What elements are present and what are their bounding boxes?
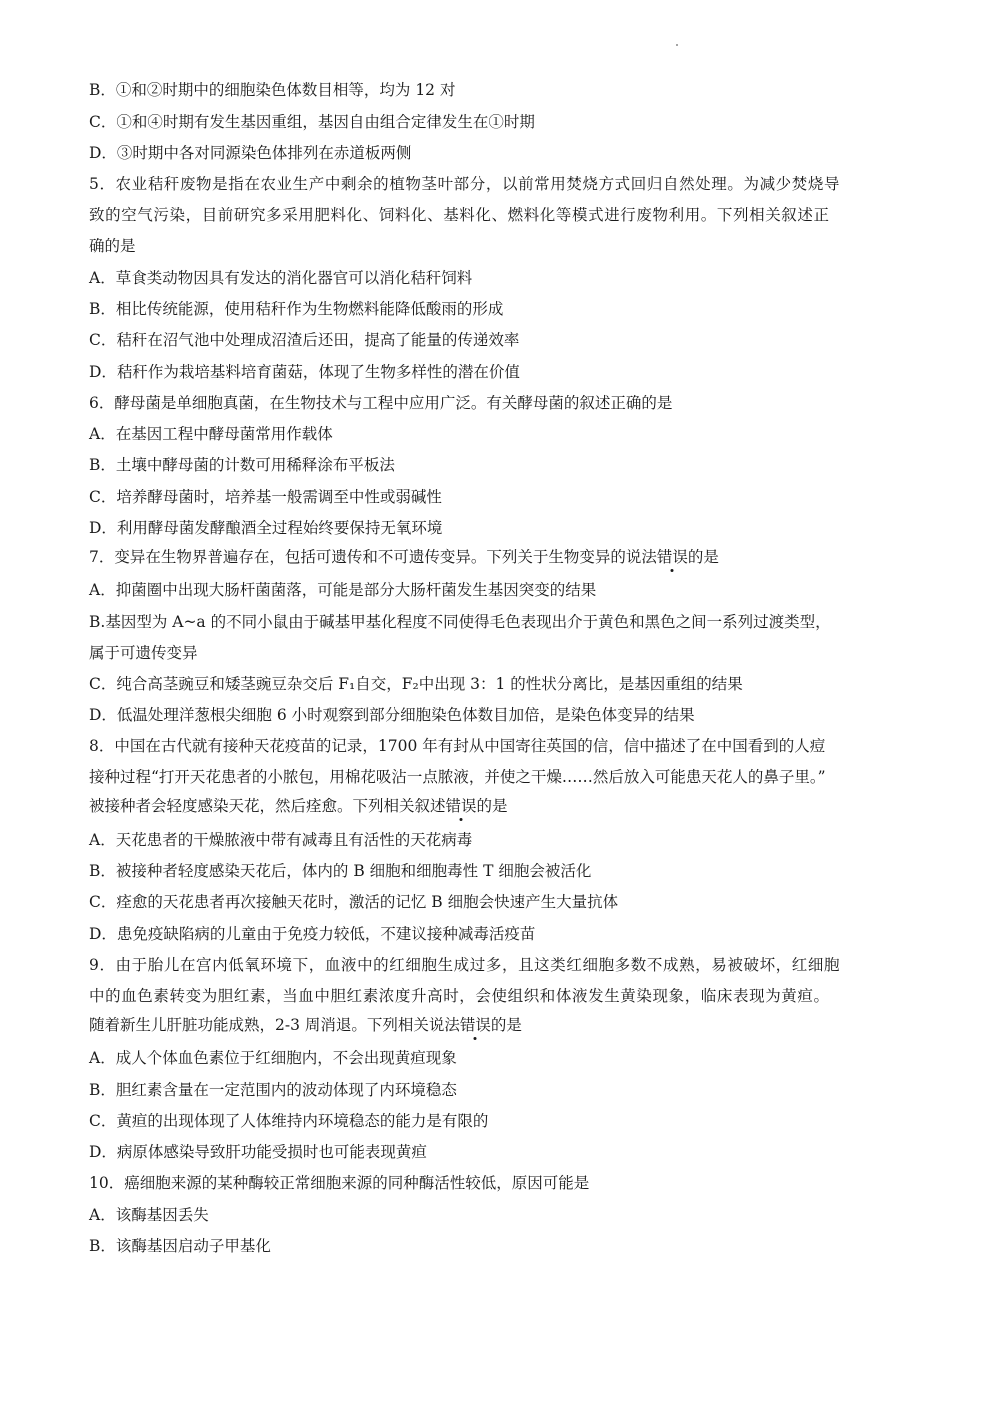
option-line: A．在基因工程中酵母菌常用作载体 <box>89 425 333 443</box>
question-10-stem: 10．癌细胞来源的某种酶较正常细胞来源的同种酶活性较低，原因可能是 <box>89 1174 590 1192</box>
option-line: C．纯合高茎豌豆和矮茎豌豆杂交后 F₁自交，F₂中出现 3：1 的性状分离比，是基因重组的结果 <box>89 675 743 693</box>
question-9-stem: 9．由于胎儿在宫内低氧环境下，血液中的红细胞生成过多，且这类红细胞多数不成熟，易被破坏，红细胞 <box>89 956 841 974</box>
option-line: B.基因型为 A~a 的不同小鼠由于碱基甲基化程度不同使得毛色表现出介于黄色和黑色之间一系列过渡类型， <box>89 613 831 631</box>
question-9-stem: 中的血色素转变为胆红素，当血中胆红素浓度升高时，会使组织和体液发生黄染现象，临床表现为黄疸。 <box>89 987 830 1005</box>
question-8-stem <box>89 796 508 816</box>
stem-text: 7．变异在生物界普遍存在，包括可遗传和不可遗传变异。下列关于生物变异的说法 <box>89 548 657 566</box>
option-line: C．①和④时期有发生基因重组，基因自由组合定律发生在①时期 <box>89 113 535 131</box>
option-line: B．被接种者轻度感染天花后，体内的 B 细胞和细胞毒性 T 细胞会被活化 <box>89 862 592 880</box>
option-line: A．草食类动物因具有发达的消化器官可以消化秸秆饲料 <box>89 269 473 287</box>
option-line: D．利用酵母菌发酵酿酒全过程始终要保持无氧环境 <box>89 519 443 537</box>
stem-text: 随着新生儿肝脏功能成熟，2-3 周消退。下列相关说法 <box>89 1016 460 1034</box>
option-line: B．该酶基因启动子甲基化 <box>89 1237 271 1255</box>
question-8-stem: 8．中国在古代就有接种天花疫苗的记录，1700 年有封从中国寄往英国的信，信中描述了在中国看到的人痘 <box>89 737 826 755</box>
option-line: B．相比传统能源，使用秸秆作为生物燃料能降低酸雨的形成 <box>89 300 504 318</box>
option-line: A．天花患者的干燥脓液中带有减毒且有活性的天花病毒 <box>89 831 473 849</box>
emphasis-dotted-text: 错误 <box>445 797 477 815</box>
option-line: A．成人个体血色素位于红细胞内，不会出现黄疸现象 <box>89 1049 457 1067</box>
stem-text: 被接种者会轻度感染天花，然后痊愈。下列相关叙述 <box>89 797 446 815</box>
stem-text: 的是 <box>687 548 719 566</box>
option-line: D．患免疫缺陷病的儿童由于免疫力较低，不建议接种减毒活疫苗 <box>89 925 536 943</box>
question-6-stem: 6．酵母菌是单细胞真菌，在生物技术与工程中应用广泛。有关酵母菌的叙述正确的是 <box>89 394 673 412</box>
question-5-stem: 确的是 <box>89 237 136 255</box>
option-line: B．①和②时期中的细胞染色体数目相等，均为 12 对 <box>89 81 456 99</box>
question-5-stem: 致的空气污染，目前研究多采用肥料化、饲料化、基料化、燃料化等模式进行废物利用。下列相关叙述正 <box>89 206 830 224</box>
question-9-stem <box>89 1015 522 1035</box>
option-line: A．抑菌圈中出现大肠杆菌菌落，可能是部分大肠杆菌发生基因突变的结果 <box>89 581 597 599</box>
stem-text: 的是 <box>476 797 508 815</box>
option-line: C．黄疸的出现体现了人体维持内环境稳态的能力是有限的 <box>89 1112 489 1130</box>
option-line: C．培养酵母菌时，培养基一般需调至中性或弱碱性 <box>89 488 442 506</box>
option-line: D．③时期中各对同源染色体排列在赤道板两侧 <box>89 144 412 162</box>
option-line: B．土壤中酵母菌的计数可用稀释涂布平板法 <box>89 456 395 474</box>
option-line: C．秸秆在沼气池中处理成沼渣后还田，提高了能量的传递效率 <box>89 331 520 349</box>
option-line: D．病原体感染导致肝功能受损时也可能表现黄疸 <box>89 1143 427 1161</box>
option-line: B．胆红素含量在一定范围内的波动体现了内环境稳态 <box>89 1081 457 1099</box>
stem-text: 的是 <box>490 1016 522 1034</box>
question-7-stem <box>89 547 719 567</box>
option-line: D．秸秆作为栽培基料培育菌菇，体现了生物多样性的潜在价值 <box>89 363 520 381</box>
option-line: 属于可遗传变异 <box>89 644 198 662</box>
option-line: A．该酶基因丢失 <box>89 1206 209 1224</box>
scan-speck <box>676 44 678 46</box>
option-line: C．痊愈的天花患者再次接触天花时，激活的记忆 B 细胞会快速产生大量抗体 <box>89 893 619 911</box>
question-8-stem: 接种过程“打开天花患者的小脓包，用棉花吸沾一点脓液，并使之干燥……然后放入可能患天花人的鼻子里。” <box>89 768 826 786</box>
option-line: D．低温处理洋葱根尖细胞 6 小时观察到部分细胞染色体数目加倍，是染色体变异的结果 <box>89 706 695 724</box>
question-5-stem: 5．农业秸秆废物是指在农业生产中剩余的植物茎叶部分，以前常用焚烧方式回归自然处理。为减少焚烧导 <box>89 175 841 193</box>
emphasis-dotted-text: 错误 <box>656 548 688 566</box>
emphasis-dotted-text: 错误 <box>459 1016 491 1034</box>
